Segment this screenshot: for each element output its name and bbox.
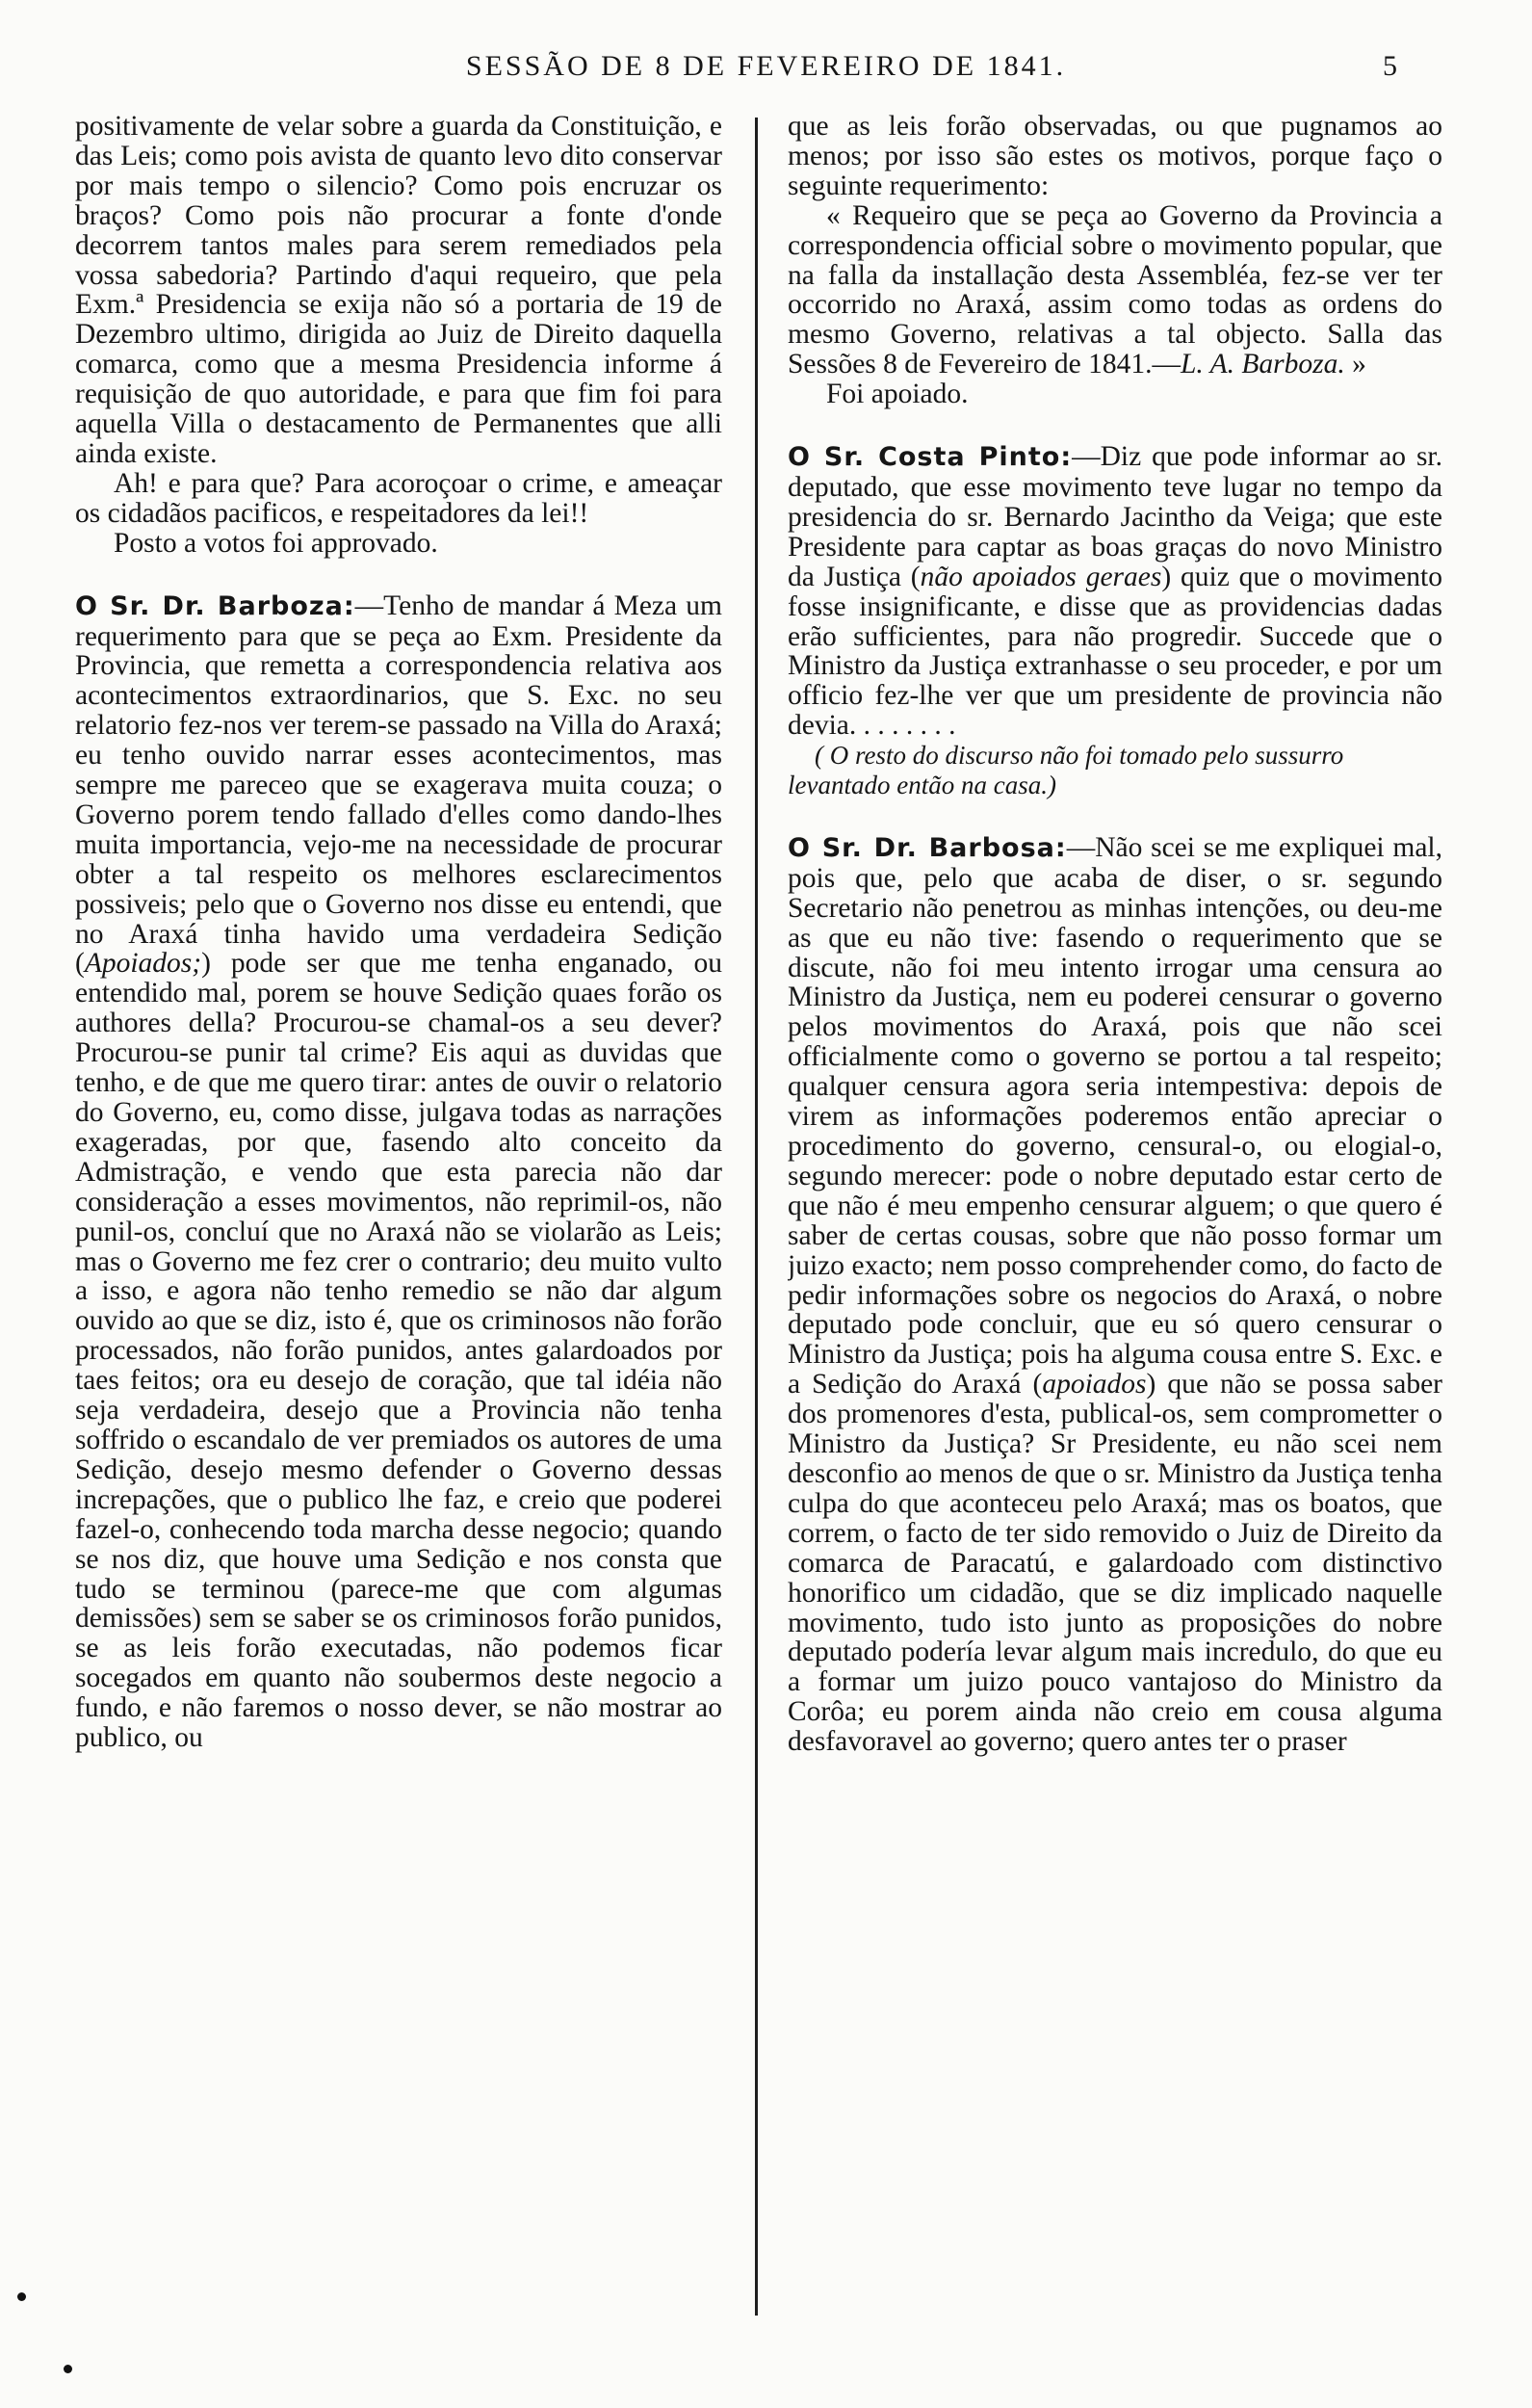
interjection: não apoiados geraes bbox=[920, 561, 1162, 592]
paragraph: Ah! e para que? Para acoroçoar o crime, e ameaçar os cidadãos pacificos, e respeitadores da lei!! bbox=[75, 467, 722, 529]
right-column bbox=[788, 112, 1442, 2327]
paragraph: positivamente de velar sobre a guarda da Constituição, e das Leis; como pois avista de quanto levo dito conservar por mais tempo o silencio? Como pois encruzar os braços? Como pois não procurar a fonte d'onde decorrem tantos males para serem remediados pela vossa sabedoria? Partindo d'aqui requeiro, que pela Exm.ª Presidencia se exija não só a portaria de 19 de Dezembro ultimo, dirigida ao Juiz de Direito daquella comarca, como que a mesma Presidencia informe á requisição de quo autoridade, e para que fim foi para aquella Villa o destacamento de Permanentes que alli ainda existe. bbox=[75, 112, 722, 469]
speech-paragraph bbox=[788, 442, 1442, 741]
signature: L. A. Barboza. bbox=[1181, 349, 1345, 380]
page-number: 5 bbox=[1383, 50, 1400, 82]
interjection: Apoiados; bbox=[84, 948, 202, 980]
paragraph: Foi apoiado. bbox=[826, 379, 969, 410]
speaker-name: O Sr. Costa Pinto: bbox=[788, 442, 1073, 473]
paragraph: Posto a votos foi approvado. bbox=[114, 527, 438, 559]
ink-speck bbox=[64, 2365, 72, 2373]
editorial-note: ( O resto do discurso não foi tomado pelo sussurro levantado então na casa.) bbox=[788, 741, 1344, 800]
speech-paragraph bbox=[788, 833, 1442, 1757]
requerimento-text: « Requeiro que se peça ao Governo da Provincia a correspondencia official sobre o movimento popular, que na falla da installação desta Assembléa, fez-se ver ter occorrido no Araxá, assim como todas as ordens do mesmo Governo, relativas a tal objecto. Salla das Sessões 8 de Fevereiro de 1841.— bbox=[788, 199, 1442, 380]
speech-text: —Tenho de mandar á Meza um requerimento para que se peça ao Exm. Presidente da Provincia, que remetta a correspondencia relativa aos acontecimentos extraordinarios, que S. Exc. no seu relatorio fez-nos ver terem-se passado na Villa do Araxá; eu tenho ouvido narrar esses acontecimentos, mas sempre me pareceo que se exagerava muita couza; o Governo porem tendo fallado d'elles como dando-lhes muita importancia, vejo-me na necessidade de procurar obter a tal respeito os melhores esclarecimentos possiveis; pelo que o Governo nos disse eu entendi, que no Araxá tinha havido uma verdadeira Sedição ( bbox=[75, 589, 722, 980]
speech-paragraph bbox=[75, 591, 722, 1753]
speaker-name: O Sr. Dr. Barboza: bbox=[75, 590, 355, 621]
speech-text: ) que não se possa saber dos promenores d'esta, publical-os, sem comprometter o Ministro da Justiça? Sr Presidente, eu não scei nem desconfio ao menos de que o sr. Ministro da Justiça tenha culpa do que aconteceu pelo Araxá; mas os boatos, que correm, o facto de ter sido removido o Juiz de Direito da comarca de Paracatú, e galardoado com distinctivo honorifico um cidadão, que se diz implicado naquelle movimento, tudo isto junto as proposições do nobre deputado podería levar algum mais incredulo, do que eu a formar um juizo pouco vantajoso do Ministro da Corôa; eu porem ainda não creio em cousa alguma desfavoravel ao governo; quero antes ter o praser bbox=[788, 1369, 1442, 1758]
speech-text: —Não scei se me expliquei mal, pois que, pelo que acaba de diser, o sr. segundo Secretario não penetrou as minhas intenções, ou deu-me as que eu não tive: fasendo o requerimento que se discute, não foi meu intento irrogar uma censura ao Ministro da Justiça, nem eu poderei censurar o governo pelos movimentos do Araxá, pois que não scei officialmente como o governo se portou a tal respeito; qualquer censura agora seria intempestiva: depois de virem as informações poderemos então apreciar o procedimento do governo, censural-o, ou elogial-o, segundo merecer: pode o nobre deputado estar certo de que não é meu empenho censurar alguem; o que quero é saber de certas cousas, sobre que não posso formar um juizo exacto; nem posso comprehender como, do facto de pedir informações sobre os negocios do Araxá, o nobre deputado pode concluir, que eu só quero censurar o Ministro da Justiça; pois ha alguma cousa entre S. Exc. e a Sedição do Araxá ( bbox=[788, 831, 1442, 1400]
left-column bbox=[75, 112, 722, 2327]
requerimento bbox=[788, 201, 1442, 380]
speech-text: ) quiz que o movimento fosse insignificante, e disse que as providencias dadas erão sufficientes, para não progredir. Succede que o Ministro da Justiça extranhasse o seu proceder, e por um officio fez-lhe ver que um presidente de provincia não devia. . . . . . . . bbox=[788, 561, 1442, 742]
interjection: apoiados bbox=[1042, 1369, 1147, 1400]
paragraph: que as leis forão observadas, ou que pugnamos ao menos; por isso são estes os motivos, porque faço o seguinte requerimento: bbox=[788, 112, 1442, 201]
column-divider bbox=[755, 118, 758, 2316]
speech-text: —Diz que pode informar ao sr. deputado, que esse movimento teve lugar no tempo da presidencia do sr. Bernardo Jacintho da Veiga; que este Presidente para captar as boas graças do novo Ministro da Justiça ( bbox=[788, 441, 1442, 592]
closing-quote: » bbox=[1344, 349, 1366, 380]
running-title: SESSÃO DE 8 DE FEVEREIRO DE 1841. bbox=[465, 50, 1067, 82]
ink-speck bbox=[17, 2292, 26, 2301]
speaker-name: O Sr. Dr. Barbosa: bbox=[788, 832, 1067, 863]
page-header bbox=[0, 44, 1532, 92]
speech-text: ) pode ser que me tenha enganado, ou entendido mal, porem se houve Sedição quaes forão os authores della? Procurou-se chamal-os a seu dever? Procurou-se punir tal crime? Eis aqui as duvidas que tenho, e de que me quero tirar: antes de ouvir o relatorio do Governo, eu, como disse, julgava todas as narrações exageradas, por que, fasendo alto conceito da Admistração, e vendo que esta parecia não dar consideração a esses movimentos, não reprimil-os, não punil-os, concluí que no Araxá não se violarão as Leis; mas o Governo me fez crer o contrario; deu muito vulto a isso, e agora não tenho remedio se não dar algum ouvido ao que se diz, isto é, que os criminosos não forão processados, não forão punidos, antes galardoados por taes feitos; ora eu desejo de coração, que tal idéia não seja verdadeira, desejo que a Provincia não tenha soffrido o escandalo de ver premiados os autores de uma Sedição, desejo mesmo defender o Governo dessas increpações, que o publico lhe faz, e creio que poderei fazel-o, conhecendo toda marcha desse negocio; quando se nos diz, que houve uma Sedição e nos consta que tudo se terminou (parece-me que com algumas demissões) sem se saber se os criminosos forão punidos, se as leis forão executadas, não podemos ficar socegados em quanto não soubermos deste negocio a fundo, e não faremos o nosso dever, se não mostrar ao publico, ou bbox=[75, 948, 722, 1754]
